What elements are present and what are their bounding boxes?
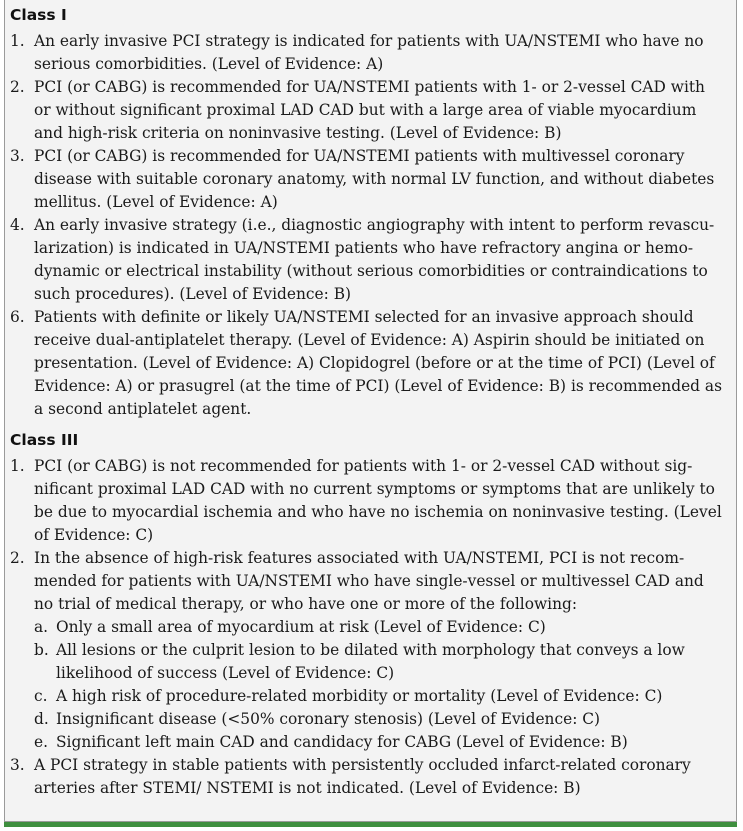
item-text: An early invasive strategy (i.e., diagnostic angiography with intent to perform revascu- larization) is indicated in UA/NSTEMI patients who have refractory angina or hemo- dynamic or electrical instability (without serious comorbidities or contraindications to such procedures). (Level of Evidence: B) [34,216,715,303]
sub-item-letter: a. [34,618,49,636]
item-number: 1. [10,457,25,475]
sub-item-letter: b. [34,641,49,659]
list-item [10,30,726,76]
sub-item-text: Only a small area of myocardium at risk (Level of Evidence: C) [56,618,546,636]
list-item [34,685,726,708]
list-item [10,547,726,616]
list-item [34,708,726,731]
list-item [10,145,726,214]
sub-item-text: All lesions or the culprit lesion to be dilated with morphology that conveys a low likelihood of success (Level of Evidence: C) [56,641,685,682]
class-iii-list [10,455,726,616]
list-item [34,731,726,754]
item-text: Patients with definite or likely UA/NSTEMI selected for an invasive approach should receive dual-antiplatelet therapy. (Level of Evidence: A) Aspirin should be initiated on presentation. (Level of Evidence: A) Clopidogrel (before or at the time of PCI) (Level of Evidence: A) or prasugrel (at the time of PCI) (Level of Evidence: B) is recommended as a second antiplatelet agent. [34,308,722,418]
list-item [10,455,726,547]
sub-item-letter: e. [34,733,49,751]
list-item [10,76,726,145]
item-number: 2. [10,78,25,96]
sub-item-text: Insignificant disease (<50% coronary stenosis) (Level of Evidence: C) [56,710,601,728]
sub-item-letter: c. [34,687,48,705]
list-item [34,616,726,639]
list-item [34,639,726,685]
recommendations-content [10,2,726,800]
sub-item-text: A high risk of procedure-related morbidity or mortality (Level of Evidence: C) [56,687,663,705]
sub-item-text: Significant left main CAD and candidacy for CABG (Level of Evidence: B) [56,733,628,751]
item-number: 3. [10,756,25,774]
class-i-heading: Class I [10,6,67,24]
class-iii-heading: Class III [10,431,79,449]
list-item [10,754,726,800]
item-number: 1. [10,32,25,50]
item-number: 2. [10,549,25,567]
item-number: 6. [10,308,25,326]
item-text: PCI (or CABG) is recommended for UA/NSTEMI patients with 1- or 2-vessel CAD with or without significant proximal LAD CAD but with a large area of viable myocardium and high-risk criteria on noninvasive testing. (Level of Evidence: B) [34,78,705,142]
list-item [10,214,726,306]
item-text: A PCI strategy in stable patients with persistently occluded infarct-related coronary arteries after STEMI/ NSTEMI is not indicated. (Level of Evidence: B) [34,756,691,797]
sub-item-letter: d. [34,710,49,728]
class-iii-list-continued [10,754,726,800]
class-iii-sub-list [34,616,726,754]
item-text: In the absence of high-risk features associated with UA/NSTEMI, PCI is not recom- mended for patients with UA/NSTEMI who have single-vessel or multivessel CAD and no trial of medical therapy, or who have one or more of the following: [34,549,704,613]
item-text: PCI (or CABG) is not recommended for patients with 1- or 2-vessel CAD without sig- nificant proximal LAD CAD with no current symptoms or symptoms that are unlikely to be due to myocardial ischemia and who have no ischemia on noninvasive testing. (Level of Evidence: C) [34,457,722,544]
item-text: PCI (or CABG) is recommended for UA/NSTEMI patients with multivessel coronary disease with suitable coronary anatomy, with normal LV function, and without diabetes mellitus. (Level of Evidence: A) [34,147,715,211]
bottom-accent-bar [4,822,737,827]
class-i-list [10,30,726,421]
item-number: 4. [10,216,25,234]
list-item [10,306,726,421]
item-text: An early invasive PCI strategy is indicated for patients with UA/NSTEMI who have no serious comorbidities. (Level of Evidence: A) [34,32,704,73]
item-number: 3. [10,147,25,165]
